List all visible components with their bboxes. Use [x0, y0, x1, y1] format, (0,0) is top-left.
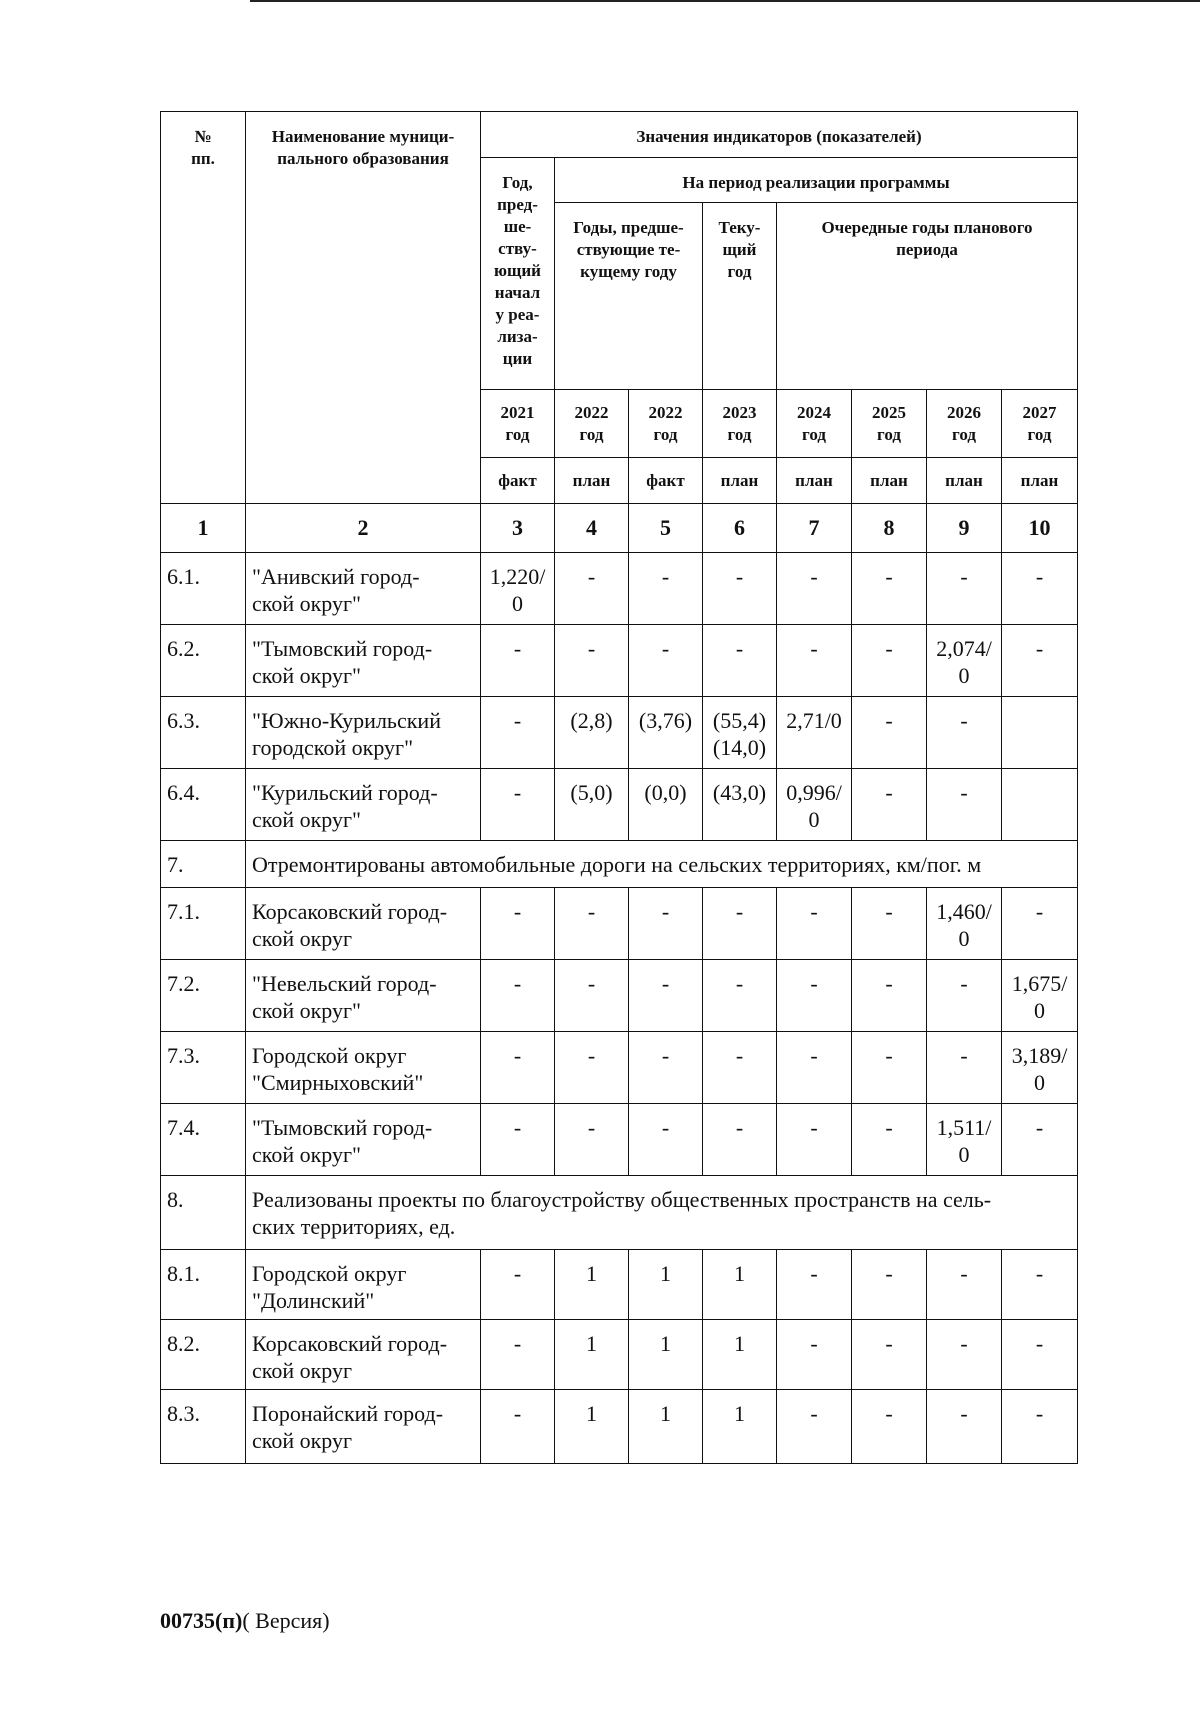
indicators-table: [160, 111, 1078, 1464]
indicator-value: (0,0): [629, 769, 703, 841]
indicator-value: -: [1002, 1390, 1078, 1464]
indicator-value: -: [629, 553, 703, 625]
table-row: [161, 1390, 1078, 1464]
indicator-value: 1: [555, 1250, 629, 1320]
table-body: [161, 553, 1078, 1464]
table-row: [161, 697, 1078, 769]
indicator-value: -: [481, 1104, 555, 1176]
indicator-value: -: [629, 888, 703, 960]
year-header-cell: 2025 год: [852, 390, 927, 458]
indicator-value: 1: [703, 1320, 777, 1390]
indicator-value: -: [852, 625, 927, 697]
indicator-value: -: [777, 553, 852, 625]
section-title: Реализованы проекты по благоустройству общественных пространств на сель- ских территориях, ед.: [246, 1176, 1078, 1250]
indicator-value: [1002, 769, 1078, 841]
table-row: [161, 1032, 1078, 1104]
municipality-name: Городской округ "Смирныховский": [246, 1032, 481, 1104]
header-prev-year: Год, пред- ше- ству- ющий начал у реа- лиза- ции: [481, 158, 555, 390]
column-number-cell: 2: [246, 504, 481, 553]
indicator-value: 1: [555, 1320, 629, 1390]
indicator-value: -: [777, 888, 852, 960]
row-code: 8.3.: [161, 1390, 246, 1464]
table-row: [161, 769, 1078, 841]
indicator-value: -: [852, 553, 927, 625]
indicator-value: -: [927, 1390, 1002, 1464]
indicator-value: [1002, 697, 1078, 769]
table-row: [161, 1104, 1078, 1176]
value-kind-cell: план: [927, 458, 1002, 504]
table-row: [161, 625, 1078, 697]
row-code: 6.4.: [161, 769, 246, 841]
year-header-cell: 2021 год: [481, 390, 555, 458]
header-indicator-values: Значения индикаторов (показателей): [481, 112, 1078, 158]
indicator-value: -: [852, 1032, 927, 1104]
indicator-value: 1,511/ 0: [927, 1104, 1002, 1176]
indicator-value: -: [927, 1250, 1002, 1320]
indicator-value: -: [852, 1390, 927, 1464]
table-row: [161, 888, 1078, 960]
indicator-value: -: [703, 1032, 777, 1104]
column-number-cell: 6: [703, 504, 777, 553]
indicator-value: 1,460/ 0: [927, 888, 1002, 960]
indicator-value: 0,996/ 0: [777, 769, 852, 841]
municipality-name: "Курильский город- ской округ": [246, 769, 481, 841]
indicator-value: -: [777, 1104, 852, 1176]
year-header-cell: 2022 год: [555, 390, 629, 458]
indicator-value: (43,0): [703, 769, 777, 841]
municipality-name: "Тымовский город- ской округ": [246, 625, 481, 697]
indicator-value: -: [1002, 553, 1078, 625]
table-row: [161, 1250, 1078, 1320]
indicator-value: -: [927, 697, 1002, 769]
column-number-cell: 9: [927, 504, 1002, 553]
header-row-1: [161, 112, 1078, 158]
column-number-cell: 1: [161, 504, 246, 553]
indicator-value: -: [629, 1104, 703, 1176]
indicator-value: 1: [629, 1320, 703, 1390]
table-row: [161, 960, 1078, 1032]
row-code: 7.2.: [161, 960, 246, 1032]
indicator-value: -: [481, 1032, 555, 1104]
municipality-name: Городской округ "Долинский": [246, 1250, 481, 1320]
indicator-value: -: [481, 625, 555, 697]
indicator-value: -: [777, 1032, 852, 1104]
value-kind-cell: план: [555, 458, 629, 504]
indicator-value: -: [703, 888, 777, 960]
year-header-cell: 2022 год: [629, 390, 703, 458]
column-numbers-row: [161, 504, 1078, 553]
year-header-cell: 2023 год: [703, 390, 777, 458]
indicator-value: -: [481, 960, 555, 1032]
indicator-value: -: [703, 625, 777, 697]
indicator-value: -: [777, 625, 852, 697]
indicator-value: 2,074/ 0: [927, 625, 1002, 697]
column-number-cell: 5: [629, 504, 703, 553]
indicator-value: -: [777, 1250, 852, 1320]
section-title: Отремонтированы автомобильные дороги на сельских территориях, км/пог. м: [246, 841, 1078, 888]
row-code: 8.1.: [161, 1250, 246, 1320]
indicator-value: -: [481, 697, 555, 769]
indicator-value: 1,675/ 0: [1002, 960, 1078, 1032]
municipality-name: "Тымовский город- ской округ": [246, 1104, 481, 1176]
header-municipality-name: Наименование муници- пального образования: [246, 112, 481, 504]
row-code: 7.: [161, 841, 246, 888]
indicator-value: -: [852, 1104, 927, 1176]
municipality-name: "Невельский город- ской округ": [246, 960, 481, 1032]
value-kind-cell: план: [852, 458, 927, 504]
indicator-value: 1: [555, 1390, 629, 1464]
header-program-period: На период реализации программы: [555, 158, 1078, 203]
indicator-value: -: [629, 1032, 703, 1104]
row-code: 7.3.: [161, 1032, 246, 1104]
indicator-value: -: [927, 960, 1002, 1032]
indicator-value: -: [777, 1320, 852, 1390]
indicator-value: -: [703, 1104, 777, 1176]
indicator-value: -: [927, 1032, 1002, 1104]
indicator-value: -: [777, 1390, 852, 1464]
header-years-before-current: Годы, предше- ствующие те- кущему году: [555, 203, 703, 390]
indicator-value: 1: [629, 1250, 703, 1320]
value-kind-cell: план: [1002, 458, 1078, 504]
header-planned-years: Очередные годы планового периода: [777, 203, 1078, 390]
indicator-value: (2,8): [555, 697, 629, 769]
indicator-value: -: [1002, 625, 1078, 697]
indicator-value: 1: [629, 1390, 703, 1464]
indicator-value: -: [852, 769, 927, 841]
indicator-value: -: [777, 960, 852, 1032]
indicator-value: 1: [703, 1390, 777, 1464]
indicator-value: -: [481, 888, 555, 960]
indicator-value: -: [852, 1320, 927, 1390]
header-current-year: Теку- щий год: [703, 203, 777, 390]
indicator-value: -: [1002, 1320, 1078, 1390]
document-version: ( Версия): [242, 1608, 330, 1633]
indicator-value: -: [703, 553, 777, 625]
indicator-value: -: [629, 625, 703, 697]
row-code: 6.1.: [161, 553, 246, 625]
value-kind-cell: план: [777, 458, 852, 504]
indicator-value: -: [555, 888, 629, 960]
year-header-cell: 2026 год: [927, 390, 1002, 458]
indicator-value: (55,4) (14,0): [703, 697, 777, 769]
municipality-name: Корсаковский город- ской округ: [246, 888, 481, 960]
indicator-value: -: [927, 769, 1002, 841]
column-number-cell: 10: [1002, 504, 1078, 553]
header-number: № пп.: [161, 112, 246, 504]
indicator-value: -: [852, 960, 927, 1032]
row-code: 6.2.: [161, 625, 246, 697]
table-row: [161, 553, 1078, 625]
indicator-value: (5,0): [555, 769, 629, 841]
indicator-value: -: [481, 1250, 555, 1320]
row-code: 7.1.: [161, 888, 246, 960]
indicator-value: -: [852, 1250, 927, 1320]
row-code: 8.2.: [161, 1320, 246, 1390]
indicator-value: -: [1002, 1104, 1078, 1176]
indicator-value: -: [629, 960, 703, 1032]
value-kind-cell: план: [703, 458, 777, 504]
indicator-value: 1,220/ 0: [481, 553, 555, 625]
row-code: 6.3.: [161, 697, 246, 769]
municipality-name: Поронайский город- ской округ: [246, 1390, 481, 1464]
indicator-value: (3,76): [629, 697, 703, 769]
indicator-value: -: [555, 625, 629, 697]
section-row: [161, 841, 1078, 888]
row-code: 7.4.: [161, 1104, 246, 1176]
section-row: [161, 1176, 1078, 1250]
indicator-value: -: [481, 1320, 555, 1390]
column-number-cell: 7: [777, 504, 852, 553]
indicator-value: -: [555, 1032, 629, 1104]
indicator-value: -: [481, 1390, 555, 1464]
column-number-cell: 4: [555, 504, 629, 553]
top-edge-line: [250, 0, 1200, 2]
column-number-cell: 3: [481, 504, 555, 553]
document-footer: [160, 1608, 330, 1634]
municipality-name: "Анивский город- ской округ": [246, 553, 481, 625]
indicator-value: -: [852, 697, 927, 769]
column-number-cell: 8: [852, 504, 927, 553]
indicator-value: -: [703, 960, 777, 1032]
indicator-value: -: [927, 1320, 1002, 1390]
municipality-name: Корсаковский город- ской округ: [246, 1320, 481, 1390]
year-header-cell: 2024 год: [777, 390, 852, 458]
row-code: 8.: [161, 1176, 246, 1250]
municipality-name: "Южно-Курильский городской округ": [246, 697, 481, 769]
indicator-value: -: [555, 960, 629, 1032]
document-code: 00735(п): [160, 1608, 243, 1633]
indicator-value: -: [927, 553, 1002, 625]
indicator-value: -: [481, 769, 555, 841]
value-kind-cell: факт: [629, 458, 703, 504]
indicator-value: -: [1002, 1250, 1078, 1320]
value-kind-cell: факт: [481, 458, 555, 504]
table-row: [161, 1320, 1078, 1390]
year-header-cell: 2027 год: [1002, 390, 1078, 458]
indicator-value: -: [1002, 888, 1078, 960]
indicator-value: -: [555, 1104, 629, 1176]
indicator-value: 3,189/ 0: [1002, 1032, 1078, 1104]
indicator-value: 2,71/0: [777, 697, 852, 769]
indicator-value: 1: [703, 1250, 777, 1320]
indicator-value: -: [555, 553, 629, 625]
indicator-value: -: [852, 888, 927, 960]
